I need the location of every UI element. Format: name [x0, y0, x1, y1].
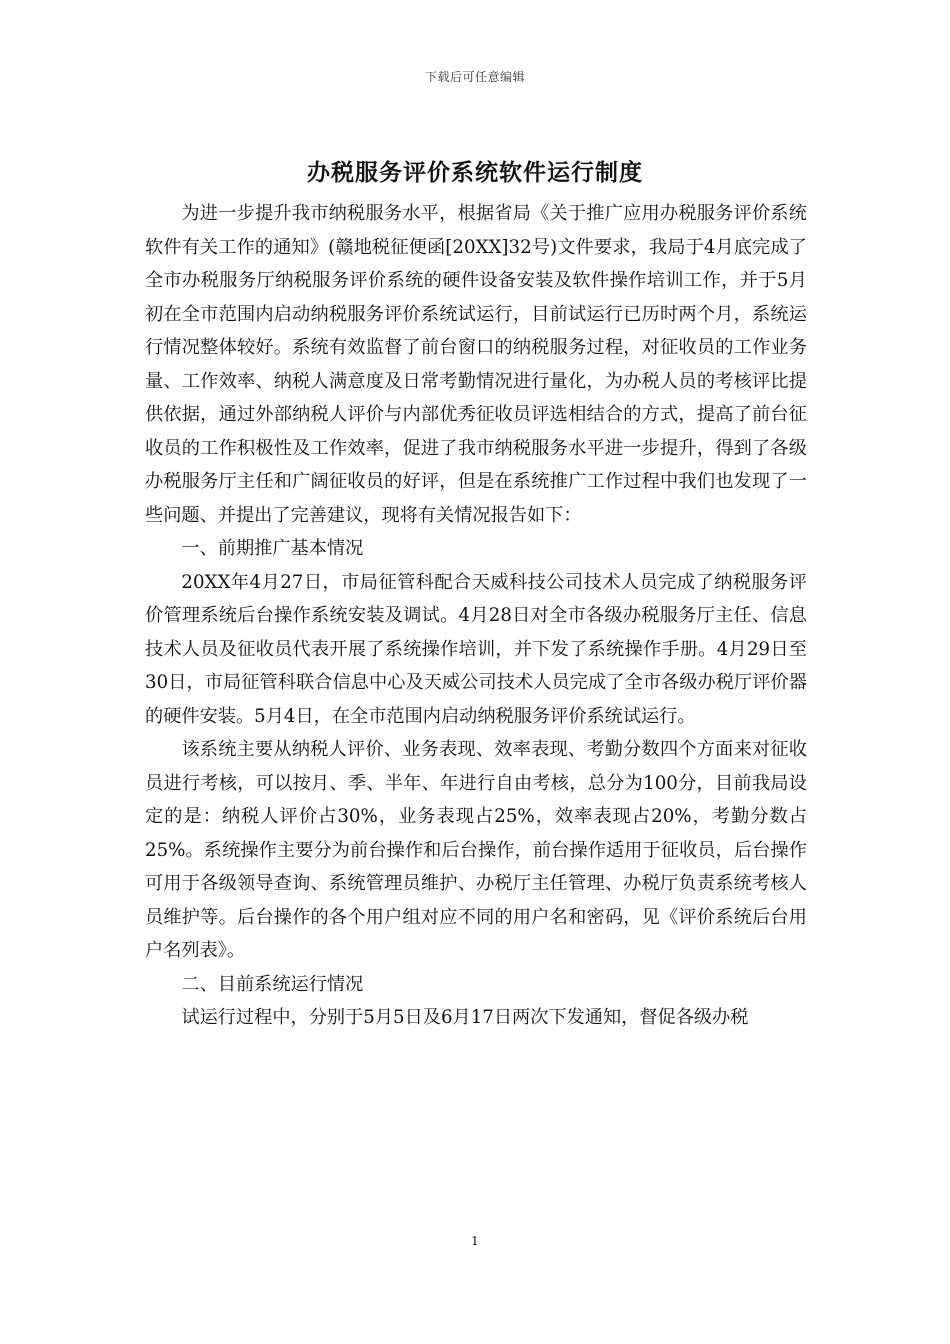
paragraph-background: 20XX年4月27日，市局征管科配合天威科技公司技术人员完成了纳税服务评价管理系统后台操作系统安装及调试。4月28日对全市各级办税服务厅主任、信息技术人员及征收员代表开展了系统操作培训，并下发了系统操作手册。4月29日至30日，市局征管科联合信息中心及天威公司技术人员完成了全市各级办税厅评价器的硬件安装。5月4日，在全市范围内启动纳税服务评价系统试运行。: [145, 571, 807, 727]
section-heading-2: 二、目前系统运行情况: [181, 973, 364, 995]
document-body: [145, 197, 807, 1035]
document-title: 办税服务评价系统软件运行制度: [307, 159, 643, 186]
page-number: 1: [471, 1234, 479, 1248]
header-note: 下载后可任意编辑: [424, 70, 525, 84]
paragraph-current-status: 试运行过程中，分别于5月5日及6月17日两次下发通知，督促各级办税: [181, 1007, 749, 1028]
paragraph-system-overview: 该系统主要从纳税人评价、业务表现、效率表现、考勤分数四个方面来对征收员进行考核，可以按月、季、半年、年进行自由考核，总分为100分，目前我局设定的是：纳税人评价占30%，业务表现占25%，效率表现占20%，考勤分数占25%。系统操作主要分为前台操作和后台操作，前台操作适用于征收员，后台操作可用于各级领导查询、系统管理员维护、办税厅主任管理、办税厅负责系统考核人员维护等。后台操作的各个用户组对应不同的用户名和密码，见《评价系统后台用户名列表》。: [145, 739, 807, 961]
section-heading-1: 一、前期推广基本情况: [181, 538, 364, 559]
intro-paragraph: 为进一步提升我市纳税服务水平，根据省局《关于推广应用办税服务评价系统软件有关工作的通知》(赣地税征便函[20XX]32号)文件要求，我局于4月底完成了全市办税服务厅纳税服务评价系统的硬件设备安装及软件操作培训工作，并于5月初在全市范围内启动纳税服务评价系统试运行，目前试运行已历时两个月，系统运行情况整体较好。系统有效监督了前台窗口的纳税服务过程，对征收员的工作业务量、工作效率、纳税人满意度及日常考勤情况进行量化，为办税人员的考核评比提供依据，通过外部纳税人评价与内部优秀征收员评选相结合的方式，提高了前台征收员的工作积极性及工作效率，促进了我市纳税服务水平进一步提升，得到了各级办税服务厅主任和广阔征收员的好评，但是在系统推广工作过程中我们也发现了一些问题、并提出了完善建议，现将有关情况报告如下：: [145, 203, 807, 526]
